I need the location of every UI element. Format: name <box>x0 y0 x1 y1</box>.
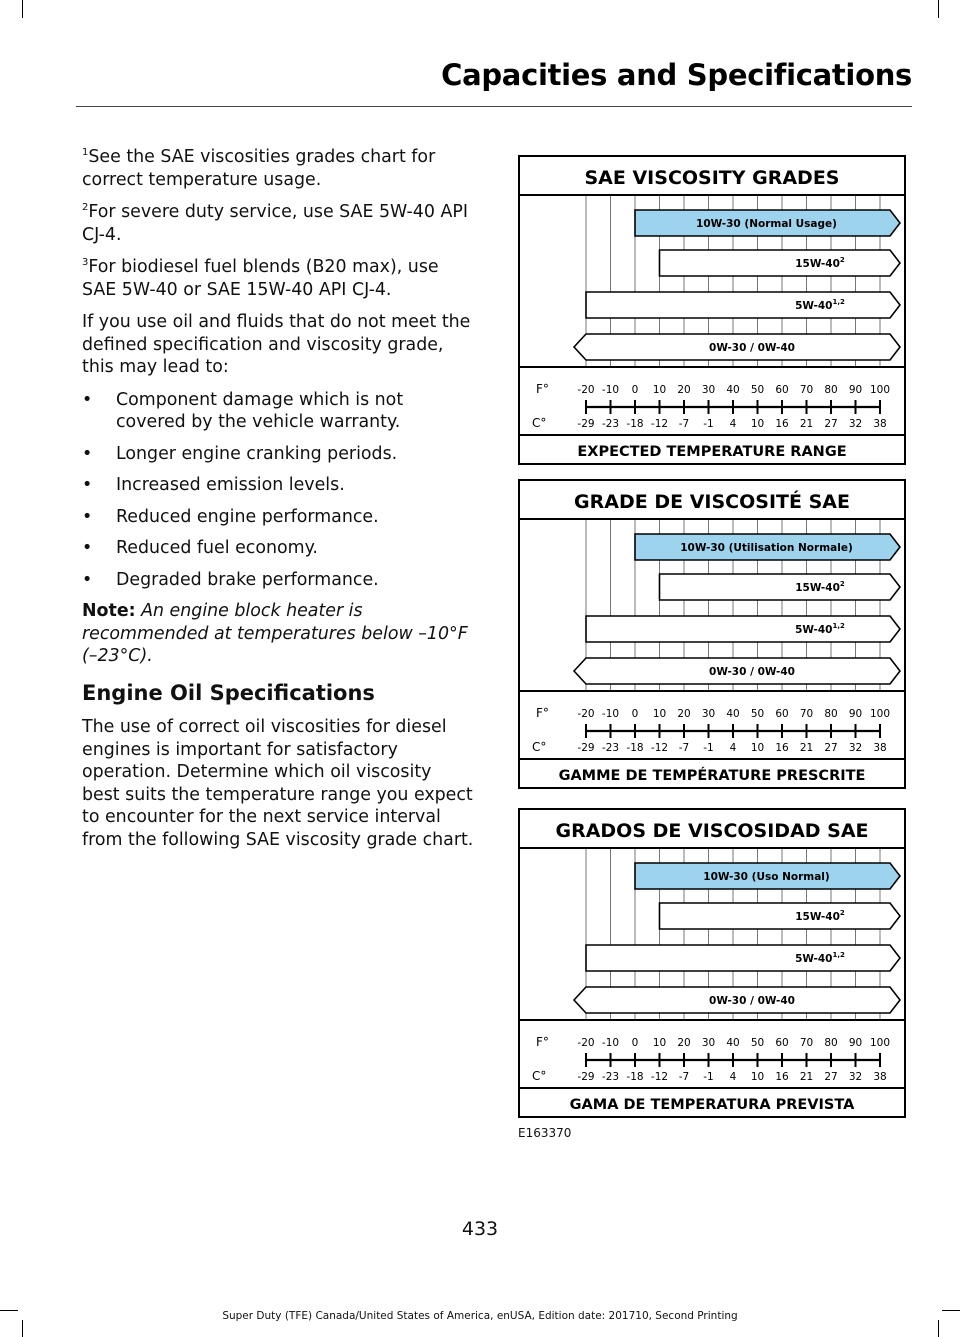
grade-bar <box>586 945 900 971</box>
viscosity-chart-es <box>518 808 906 1118</box>
tick-label-f: -10 <box>601 1037 620 1049</box>
tick-label-c: 16 <box>775 1071 789 1083</box>
tick-label-f: -20 <box>577 1037 595 1049</box>
consequence-list <box>82 389 474 592</box>
axis-c-label: C° <box>532 416 547 430</box>
header-rule <box>76 106 912 107</box>
tick-label-c: -23 <box>601 742 620 754</box>
tick-label-f: 40 <box>726 708 740 720</box>
list-item: • Longer engine cranking periods. <box>82 443 398 464</box>
chart-title: GRADE DE VISCOSITÉ SAE <box>574 491 850 513</box>
crop-mark-top-left-v <box>22 0 23 18</box>
tick-label-c: 10 <box>750 1071 765 1083</box>
grade-bar-label: 0W-30 / 0W-40 <box>709 342 795 354</box>
tick-label-f: 0 <box>631 384 639 396</box>
crop-mark-bottom-right-v <box>938 1320 939 1337</box>
tick-label-f: 90 <box>848 708 863 720</box>
tick-label-f: 70 <box>799 1037 814 1049</box>
crop-mark-bottom-left-v <box>22 1320 23 1337</box>
tick-label-c: -18 <box>626 1071 644 1083</box>
tick-label-c: -12 <box>650 742 669 754</box>
tick-label-c: 21 <box>799 742 814 754</box>
grade-bar <box>660 574 901 600</box>
tick-label-f: 60 <box>775 384 789 396</box>
tick-label-c: 16 <box>775 418 789 430</box>
tick-label-f: 20 <box>677 708 691 720</box>
left-column <box>82 146 474 861</box>
list-item: • Increased emission levels. <box>82 475 345 495</box>
tick-label-f: 30 <box>701 1037 716 1049</box>
grade-bar-label: $15W-40^2$ <box>795 580 845 594</box>
tick-label-c: 21 <box>799 1071 814 1083</box>
tick-label-f: 0 <box>631 1037 639 1049</box>
tick-label-c: 27 <box>824 1071 838 1083</box>
tick-label-c: 38 <box>873 742 887 754</box>
tick-label-c: 4 <box>729 742 737 754</box>
tick-label-f: 70 <box>799 384 814 396</box>
list-item: • Reduced engine performance. <box>82 506 379 527</box>
grade-bar-label: 5W-40$^{1,2}$ <box>795 298 845 312</box>
chart-svg <box>518 155 906 465</box>
page-header-title: Capacities and Specifications <box>441 58 912 92</box>
tick-label-f: 50 <box>750 1037 765 1049</box>
tick-label-c: -1 <box>703 418 714 430</box>
intro-paragraph: If you use oil and fluids that do not meet the defined specification and viscosity grade, this may lead to: <box>82 312 471 377</box>
tick-label-c: 32 <box>848 418 863 430</box>
tick-label-c: -1 <box>703 742 714 754</box>
tick-label-c: -7 <box>678 418 690 430</box>
tick-label-f: 50 <box>750 708 765 720</box>
axis-c-label: C° <box>532 1069 547 1083</box>
tick-label-c: -7 <box>678 742 690 754</box>
tick-label-c: 27 <box>824 742 838 754</box>
tick-label-f: 80 <box>824 1037 838 1049</box>
chart-svg <box>518 808 906 1118</box>
tick-label-f: 80 <box>824 708 838 720</box>
axis-range-label: EXPECTED TEMPERATURE RANGE <box>577 444 847 460</box>
figure-id: E163370 <box>518 1126 572 1140</box>
list-item: • Reduced fuel economy. <box>82 538 318 558</box>
crop-mark-top-right-v <box>938 0 939 18</box>
grade-bar <box>660 250 901 276</box>
grade-bar-label: 0W-30 / 0W-40 <box>709 666 795 678</box>
tick-label-c: -12 <box>650 1071 669 1083</box>
tick-label-c: -18 <box>626 742 644 754</box>
grade-bar-label: 10W-30 (Normal Usage) <box>696 218 837 230</box>
chart-svg <box>518 479 906 789</box>
tick-label-f: 50 <box>750 384 765 396</box>
tick-label-f: 30 <box>701 708 716 720</box>
note: Note: An engine block heater is recommended at temperatures below –10°F (–23°C). <box>82 601 468 666</box>
tick-label-f: 90 <box>848 384 863 396</box>
tick-label-f: 100 <box>869 708 891 720</box>
list-item: • Component damage which is not covered by the vehicle warranty. <box>82 389 404 432</box>
grade-bar-label: $15W-40^2$ <box>795 256 845 270</box>
tick-label-c: 27 <box>824 418 838 430</box>
tick-label-c: -1 <box>703 1071 714 1083</box>
axis-range-label: GAMME DE TEMPÉRATURE PRESCRITE <box>558 768 866 784</box>
grade-bar <box>586 292 900 318</box>
axis-f-label: F° <box>536 382 549 396</box>
grade-bar <box>586 616 900 642</box>
tick-label-c: 32 <box>848 1071 863 1083</box>
tick-label-c: 38 <box>873 418 887 430</box>
tick-label-f: 20 <box>677 1037 691 1049</box>
tick-label-c: -18 <box>626 418 644 430</box>
tick-label-c: 4 <box>729 418 737 430</box>
tick-label-f: 10 <box>652 1037 667 1049</box>
tick-label-c: -29 <box>577 418 595 430</box>
tick-label-f: 90 <box>848 1037 863 1049</box>
tick-label-f: 70 <box>799 708 814 720</box>
tick-label-f: 40 <box>726 384 740 396</box>
tick-label-c: 21 <box>799 418 814 430</box>
axis-range-label: GAMA DE TEMPERATURA PREVISTA <box>569 1097 855 1113</box>
tick-label-f: 10 <box>652 384 667 396</box>
tick-label-c: -7 <box>678 1071 690 1083</box>
tick-label-f: 40 <box>726 1037 740 1049</box>
tick-label-f: -20 <box>577 708 595 720</box>
list-item: • Degraded brake performance. <box>82 569 379 590</box>
tick-label-f: -10 <box>601 384 620 396</box>
tick-label-f: 60 <box>775 1037 789 1049</box>
page-footer: Super Duty (TFE) Canada/United States of America, enUSA, Edition date: 201710, Second Printing <box>222 1310 738 1322</box>
grade-bar-label: $15W-40^2$ <box>795 909 845 923</box>
tick-label-f: -10 <box>601 708 620 720</box>
tick-label-c: -29 <box>577 742 595 754</box>
tick-label-f: -20 <box>577 384 595 396</box>
tick-label-c: -29 <box>577 1071 595 1083</box>
grade-bar-label: 0W-30 / 0W-40 <box>709 995 795 1007</box>
section-heading: Engine Oil Specifications <box>82 680 375 705</box>
tick-label-c: 32 <box>848 742 863 754</box>
tick-label-f: 100 <box>869 1037 891 1049</box>
chart-title: GRADOS DE VISCOSIDAD SAE <box>555 820 869 842</box>
tick-label-f: 100 <box>869 384 891 396</box>
tick-label-c: -23 <box>601 418 620 430</box>
tick-label-f: 60 <box>775 708 789 720</box>
axis-f-label: F° <box>536 706 549 720</box>
tick-label-c: 10 <box>750 742 765 754</box>
tick-label-c: 10 <box>750 418 765 430</box>
footnote-1: $^1$See the SAE viscosities grades chart for correct temperature usage. <box>82 147 436 190</box>
chart-title: SAE VISCOSITY GRADES <box>584 167 840 189</box>
tick-label-c: 38 <box>873 1071 887 1083</box>
axis-f-label: F° <box>536 1035 549 1049</box>
grade-bar-label: 5W-40$^{1,2}$ <box>795 951 845 965</box>
viscosity-chart-fr <box>518 479 906 789</box>
viscosity-chart-en <box>518 155 906 465</box>
tick-label-f: 10 <box>652 708 667 720</box>
page-number: 433 <box>461 1218 499 1240</box>
tick-label-f: 20 <box>677 384 691 396</box>
footnote-2: $^2$For severe duty service, use SAE 5W-40 API CJ-4. <box>82 202 468 245</box>
axis-c-label: C° <box>532 740 547 754</box>
section-body: The use of correct oil viscosities for diesel engines is important for satisfactory operation. Determine which oil viscosity best suits the temperature range you expect to encounter for the next service interval from the following SAE viscosity grade chart. <box>82 717 474 850</box>
footnote-3: $^3$For biodiesel fuel blends (B20 max), use SAE 5W-40 or SAE 15W-40 API CJ-4. <box>82 257 439 300</box>
tick-label-c: 16 <box>775 742 789 754</box>
tick-label-f: 80 <box>824 384 838 396</box>
tick-label-f: 30 <box>701 384 716 396</box>
grade-bar-label: 10W-30 (Uso Normal) <box>703 871 830 883</box>
grade-bar-label: 5W-40$^{1,2}$ <box>795 622 845 636</box>
tick-label-c: -12 <box>650 418 669 430</box>
grade-bar <box>660 903 901 929</box>
tick-label-c: -23 <box>601 1071 620 1083</box>
grade-bar-label: 10W-30 (Utilisation Normale) <box>680 542 853 554</box>
tick-label-f: 0 <box>631 708 639 720</box>
tick-label-c: 4 <box>729 1071 737 1083</box>
